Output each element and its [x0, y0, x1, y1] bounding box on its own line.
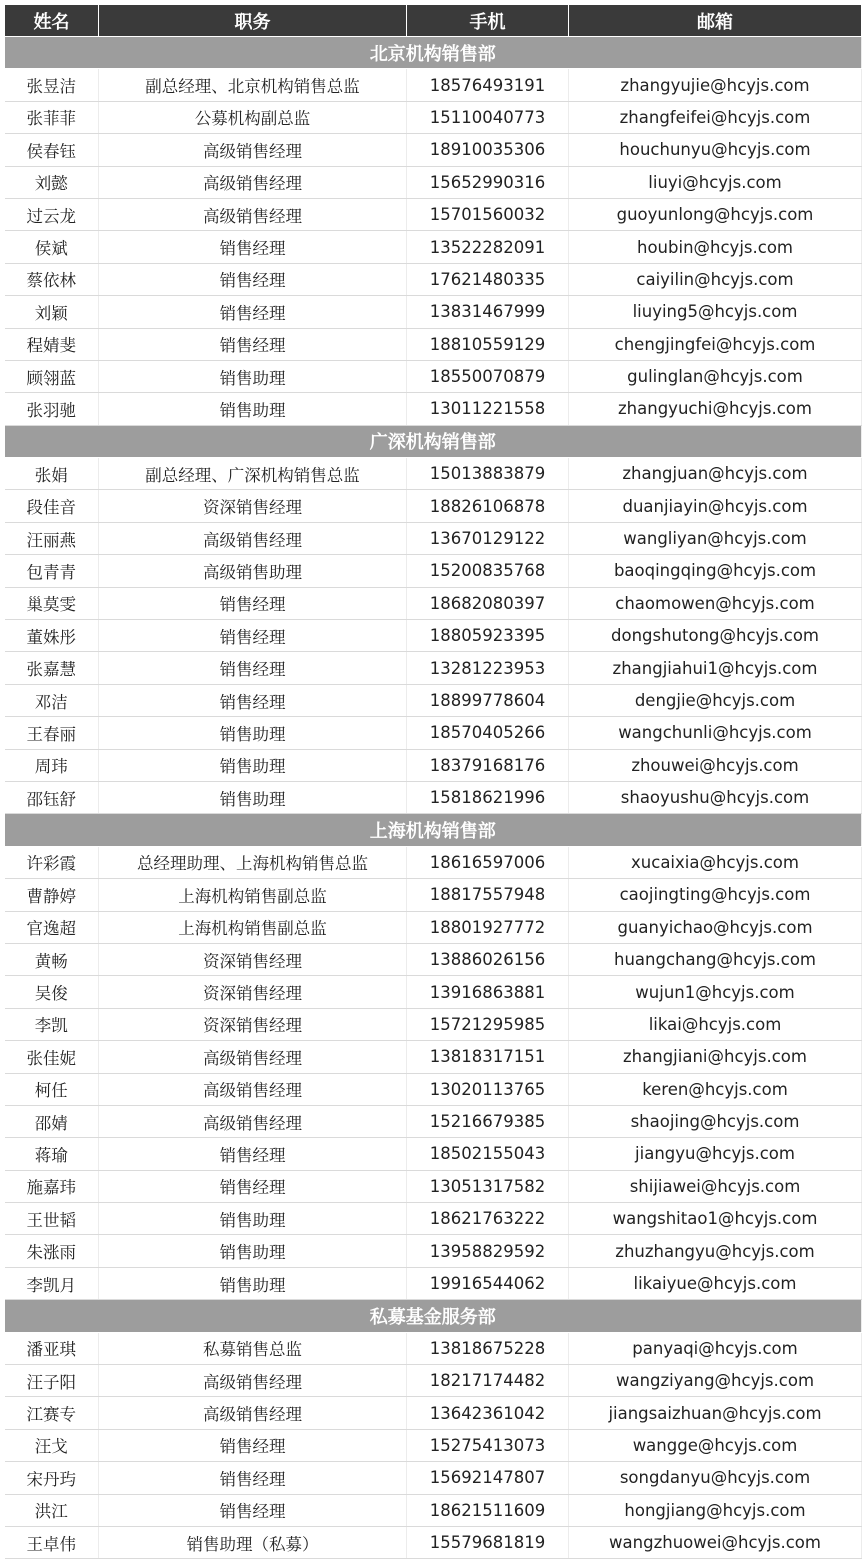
- cell-name: 侯斌: [5, 231, 99, 263]
- table-row: [5, 198, 862, 230]
- cell-email: jiangsaizhuan@hcyjs.com: [569, 1397, 862, 1429]
- cell-title: 副总经理、北京机构销售总监: [99, 69, 407, 101]
- cell-title: 资深销售经理: [99, 943, 407, 975]
- cell-title: 销售助理: [99, 1267, 407, 1299]
- cell-title: 销售经理: [99, 263, 407, 295]
- cell-email: hongjiang@hcyjs.com: [569, 1494, 862, 1526]
- table-row: [5, 1526, 862, 1558]
- cell-phone: 13818675228: [407, 1332, 569, 1364]
- cell-name: 邵婧: [5, 1105, 99, 1137]
- table-row: [5, 587, 862, 619]
- cell-phone: 13281223953: [407, 652, 569, 684]
- cell-name: 黄畅: [5, 943, 99, 975]
- cell-email: zhouwei@hcyjs.com: [569, 749, 862, 781]
- cell-title: 高级销售经理: [99, 1041, 407, 1073]
- cell-email: songdanyu@hcyjs.com: [569, 1462, 862, 1494]
- cell-name: 许彩霞: [5, 846, 99, 878]
- cell-phone: 13051317582: [407, 1170, 569, 1202]
- cell-phone: 15200835768: [407, 555, 569, 587]
- cell-title: 销售经理: [99, 620, 407, 652]
- cell-phone: 15692147807: [407, 1462, 569, 1494]
- cell-name: 邵钰舒: [5, 781, 99, 813]
- cell-title: 销售助理: [99, 717, 407, 749]
- cell-email: wangshitao1@hcyjs.com: [569, 1203, 862, 1235]
- cell-name: 段佳音: [5, 490, 99, 522]
- cell-phone: 15275413073: [407, 1429, 569, 1461]
- cell-name: 董姝彤: [5, 620, 99, 652]
- table-row: [5, 1429, 862, 1461]
- cell-phone: 13916863881: [407, 976, 569, 1008]
- table-row: [5, 1397, 862, 1429]
- cell-email: zhangyujie@hcyjs.com: [569, 69, 862, 101]
- table-row: [5, 296, 862, 328]
- table-row: [5, 393, 862, 425]
- cell-name: 刘懿: [5, 166, 99, 198]
- cell-name: 过云龙: [5, 198, 99, 230]
- table-row: [5, 458, 862, 490]
- cell-phone: 13011221558: [407, 393, 569, 425]
- cell-title: 高级销售经理: [99, 198, 407, 230]
- header-name: 姓名: [5, 5, 99, 37]
- table-row: [5, 1041, 862, 1073]
- cell-email: likai@hcyjs.com: [569, 1008, 862, 1040]
- header-title: 职务: [99, 5, 407, 37]
- cell-name: 官逸超: [5, 911, 99, 943]
- cell-phone: 18550070879: [407, 360, 569, 392]
- header-email: 邮箱: [569, 5, 862, 37]
- cell-phone: 15013883879: [407, 458, 569, 490]
- cell-name: 张菲菲: [5, 101, 99, 133]
- table-row: [5, 555, 862, 587]
- cell-phone: 18379168176: [407, 749, 569, 781]
- cell-email: likaiyue@hcyjs.com: [569, 1267, 862, 1299]
- cell-title: 销售助理: [99, 1203, 407, 1235]
- table-row: [5, 490, 862, 522]
- cell-name: 蒋瑜: [5, 1138, 99, 1170]
- cell-name: 王卓伟: [5, 1526, 99, 1558]
- cell-title: 高级销售经理: [99, 166, 407, 198]
- cell-name: 蔡依林: [5, 263, 99, 295]
- cell-phone: 15652990316: [407, 166, 569, 198]
- table-row: [5, 1203, 862, 1235]
- cell-name: 张嘉慧: [5, 652, 99, 684]
- cell-phone: 13020113765: [407, 1073, 569, 1105]
- cell-title: 上海机构销售副总监: [99, 879, 407, 911]
- cell-email: wangchunli@hcyjs.com: [569, 717, 862, 749]
- table-row: [5, 717, 862, 749]
- cell-phone: 15818621996: [407, 781, 569, 813]
- table-row: [5, 1105, 862, 1137]
- cell-email: wangge@hcyjs.com: [569, 1429, 862, 1461]
- cell-email: baoqingqing@hcyjs.com: [569, 555, 862, 587]
- cell-title: 销售经理: [99, 1138, 407, 1170]
- section-title: 北京机构销售部: [5, 37, 862, 69]
- cell-name: 周玮: [5, 749, 99, 781]
- table-row: [5, 1462, 862, 1494]
- cell-email: caiyilin@hcyjs.com: [569, 263, 862, 295]
- cell-name: 李凯: [5, 1008, 99, 1040]
- cell-email: dongshutong@hcyjs.com: [569, 620, 862, 652]
- cell-name: 张佳妮: [5, 1041, 99, 1073]
- cell-title: 销售助理: [99, 781, 407, 813]
- header-row: [5, 5, 862, 37]
- table-row: [5, 1267, 862, 1299]
- cell-phone: 18910035306: [407, 134, 569, 166]
- cell-email: zhangyuchi@hcyjs.com: [569, 393, 862, 425]
- cell-phone: 13818317151: [407, 1041, 569, 1073]
- cell-name: 巢莫雯: [5, 587, 99, 619]
- cell-name: 邓洁: [5, 684, 99, 716]
- section-header-row: [5, 425, 862, 457]
- table-row: [5, 1073, 862, 1105]
- cell-title: 销售助理: [99, 749, 407, 781]
- cell-phone: 13886026156: [407, 943, 569, 975]
- cell-name: 张昱洁: [5, 69, 99, 101]
- cell-name: 柯任: [5, 1073, 99, 1105]
- cell-name: 王春丽: [5, 717, 99, 749]
- table-row: [5, 620, 862, 652]
- cell-phone: 18621763222: [407, 1203, 569, 1235]
- cell-phone: 18899778604: [407, 684, 569, 716]
- cell-name: 宋丹玙: [5, 1462, 99, 1494]
- table-row: [5, 684, 862, 716]
- cell-phone: 18616597006: [407, 846, 569, 878]
- table-row: [5, 781, 862, 813]
- cell-title: 公募机构副总监: [99, 101, 407, 133]
- table-row: [5, 134, 862, 166]
- cell-title: 销售经理: [99, 328, 407, 360]
- table-row: [5, 846, 862, 878]
- cell-name: 顾翎蓝: [5, 360, 99, 392]
- cell-name: 张羽驰: [5, 393, 99, 425]
- section-title: 上海机构销售部: [5, 814, 862, 846]
- cell-title: 副总经理、广深机构销售总监: [99, 458, 407, 490]
- cell-name: 汪戈: [5, 1429, 99, 1461]
- cell-phone: 19916544062: [407, 1267, 569, 1299]
- cell-title: 上海机构销售副总监: [99, 911, 407, 943]
- cell-phone: 13958829592: [407, 1235, 569, 1267]
- cell-phone: 15721295985: [407, 1008, 569, 1040]
- cell-email: houbin@hcyjs.com: [569, 231, 862, 263]
- table-row: [5, 911, 862, 943]
- section-header-row: [5, 1300, 862, 1332]
- contacts-table: [4, 4, 862, 1559]
- cell-phone: 13522282091: [407, 231, 569, 263]
- cell-name: 洪江: [5, 1494, 99, 1526]
- cell-name: 朱涨雨: [5, 1235, 99, 1267]
- cell-title: 高级销售助理: [99, 555, 407, 587]
- cell-email: xucaixia@hcyjs.com: [569, 846, 862, 878]
- table-body: [5, 37, 862, 1559]
- cell-email: guanyichao@hcyjs.com: [569, 911, 862, 943]
- cell-email: caojingting@hcyjs.com: [569, 879, 862, 911]
- section-header-row: [5, 814, 862, 846]
- cell-email: dengjie@hcyjs.com: [569, 684, 862, 716]
- table-row: [5, 360, 862, 392]
- table-row: [5, 1235, 862, 1267]
- cell-title: 销售经理: [99, 1170, 407, 1202]
- cell-title: 私募销售总监: [99, 1332, 407, 1364]
- cell-name: 李凯月: [5, 1267, 99, 1299]
- cell-title: 高级销售经理: [99, 134, 407, 166]
- cell-email: huangchang@hcyjs.com: [569, 943, 862, 975]
- table-row: [5, 652, 862, 684]
- cell-title: 销售助理（私募）: [99, 1526, 407, 1558]
- cell-title: 销售助理: [99, 393, 407, 425]
- cell-email: houchunyu@hcyjs.com: [569, 134, 862, 166]
- table-row: [5, 231, 862, 263]
- cell-name: 包青青: [5, 555, 99, 587]
- cell-phone: 13670129122: [407, 522, 569, 554]
- cell-name: 汪子阳: [5, 1365, 99, 1397]
- cell-email: shaojing@hcyjs.com: [569, 1105, 862, 1137]
- cell-phone: 18621511609: [407, 1494, 569, 1526]
- cell-phone: 18826106878: [407, 490, 569, 522]
- cell-title: 资深销售经理: [99, 490, 407, 522]
- cell-phone: 17621480335: [407, 263, 569, 295]
- table-row: [5, 166, 862, 198]
- cell-email: chaomowen@hcyjs.com: [569, 587, 862, 619]
- cell-phone: 18810559129: [407, 328, 569, 360]
- cell-phone: 15579681819: [407, 1526, 569, 1558]
- table-row: [5, 522, 862, 554]
- cell-name: 吴俊: [5, 976, 99, 1008]
- cell-email: wangzhuowei@hcyjs.com: [569, 1526, 862, 1558]
- cell-title: 销售经理: [99, 587, 407, 619]
- table-row: [5, 749, 862, 781]
- cell-email: wangliyan@hcyjs.com: [569, 522, 862, 554]
- table-row: [5, 1494, 862, 1526]
- cell-title: 高级销售经理: [99, 1397, 407, 1429]
- cell-title: 高级销售经理: [99, 522, 407, 554]
- cell-phone: 18801927772: [407, 911, 569, 943]
- cell-email: liuying5@hcyjs.com: [569, 296, 862, 328]
- cell-name: 施嘉玮: [5, 1170, 99, 1202]
- table-row: [5, 1170, 862, 1202]
- cell-phone: 18502155043: [407, 1138, 569, 1170]
- cell-email: liuyi@hcyjs.com: [569, 166, 862, 198]
- cell-title: 销售经理: [99, 684, 407, 716]
- cell-title: 销售经理: [99, 652, 407, 684]
- cell-email: wujun1@hcyjs.com: [569, 976, 862, 1008]
- cell-phone: 15110040773: [407, 101, 569, 133]
- cell-phone: 13831467999: [407, 296, 569, 328]
- cell-phone: 18217174482: [407, 1365, 569, 1397]
- cell-phone: 18817557948: [407, 879, 569, 911]
- table-row: [5, 1365, 862, 1397]
- cell-name: 刘颖: [5, 296, 99, 328]
- table-row: [5, 328, 862, 360]
- cell-phone: 13642361042: [407, 1397, 569, 1429]
- cell-email: guoyunlong@hcyjs.com: [569, 198, 862, 230]
- cell-email: keren@hcyjs.com: [569, 1073, 862, 1105]
- cell-name: 王世韬: [5, 1203, 99, 1235]
- cell-email: zhangjuan@hcyjs.com: [569, 458, 862, 490]
- cell-email: zhangjiani@hcyjs.com: [569, 1041, 862, 1073]
- cell-phone: 18570405266: [407, 717, 569, 749]
- table-row: [5, 976, 862, 1008]
- cell-title: 资深销售经理: [99, 976, 407, 1008]
- cell-name: 潘亚琪: [5, 1332, 99, 1364]
- cell-title: 资深销售经理: [99, 1008, 407, 1040]
- table-row: [5, 1008, 862, 1040]
- cell-name: 汪丽燕: [5, 522, 99, 554]
- cell-title: 销售助理: [99, 1235, 407, 1267]
- cell-name: 江赛专: [5, 1397, 99, 1429]
- cell-title: 总经理助理、上海机构销售总监: [99, 846, 407, 878]
- cell-name: 侯春钰: [5, 134, 99, 166]
- section-header-row: [5, 37, 862, 69]
- cell-email: shaoyushu@hcyjs.com: [569, 781, 862, 813]
- cell-email: gulinglan@hcyjs.com: [569, 360, 862, 392]
- cell-email: duanjiayin@hcyjs.com: [569, 490, 862, 522]
- cell-name: 程婧斐: [5, 328, 99, 360]
- cell-name: 张娟: [5, 458, 99, 490]
- cell-title: 销售助理: [99, 360, 407, 392]
- table-row: [5, 1138, 862, 1170]
- cell-email: chengjingfei@hcyjs.com: [569, 328, 862, 360]
- cell-title: 销售经理: [99, 1462, 407, 1494]
- cell-title: 高级销售经理: [99, 1073, 407, 1105]
- table-row: [5, 943, 862, 975]
- cell-email: zhangfeifei@hcyjs.com: [569, 101, 862, 133]
- cell-name: 曹静婷: [5, 879, 99, 911]
- cell-email: wangziyang@hcyjs.com: [569, 1365, 862, 1397]
- section-title: 私募基金服务部: [5, 1300, 862, 1332]
- cell-phone: 18682080397: [407, 587, 569, 619]
- cell-phone: 18805923395: [407, 620, 569, 652]
- cell-title: 销售经理: [99, 1429, 407, 1461]
- cell-title: 销售经理: [99, 231, 407, 263]
- section-title: 广深机构销售部: [5, 425, 862, 457]
- table-row: [5, 101, 862, 133]
- table-row: [5, 1332, 862, 1364]
- table-row: [5, 69, 862, 101]
- cell-email: zhangjiahui1@hcyjs.com: [569, 652, 862, 684]
- cell-email: panyaqi@hcyjs.com: [569, 1332, 862, 1364]
- cell-email: shijiawei@hcyjs.com: [569, 1170, 862, 1202]
- cell-title: 销售经理: [99, 1494, 407, 1526]
- cell-phone: 15216679385: [407, 1105, 569, 1137]
- header-phone: 手机: [407, 5, 569, 37]
- cell-email: zhuzhangyu@hcyjs.com: [569, 1235, 862, 1267]
- cell-title: 高级销售经理: [99, 1365, 407, 1397]
- table-row: [5, 263, 862, 295]
- cell-email: jiangyu@hcyjs.com: [569, 1138, 862, 1170]
- cell-title: 高级销售经理: [99, 1105, 407, 1137]
- cell-title: 销售经理: [99, 296, 407, 328]
- cell-phone: 18576493191: [407, 69, 569, 101]
- table-row: [5, 879, 862, 911]
- cell-phone: 15701560032: [407, 198, 569, 230]
